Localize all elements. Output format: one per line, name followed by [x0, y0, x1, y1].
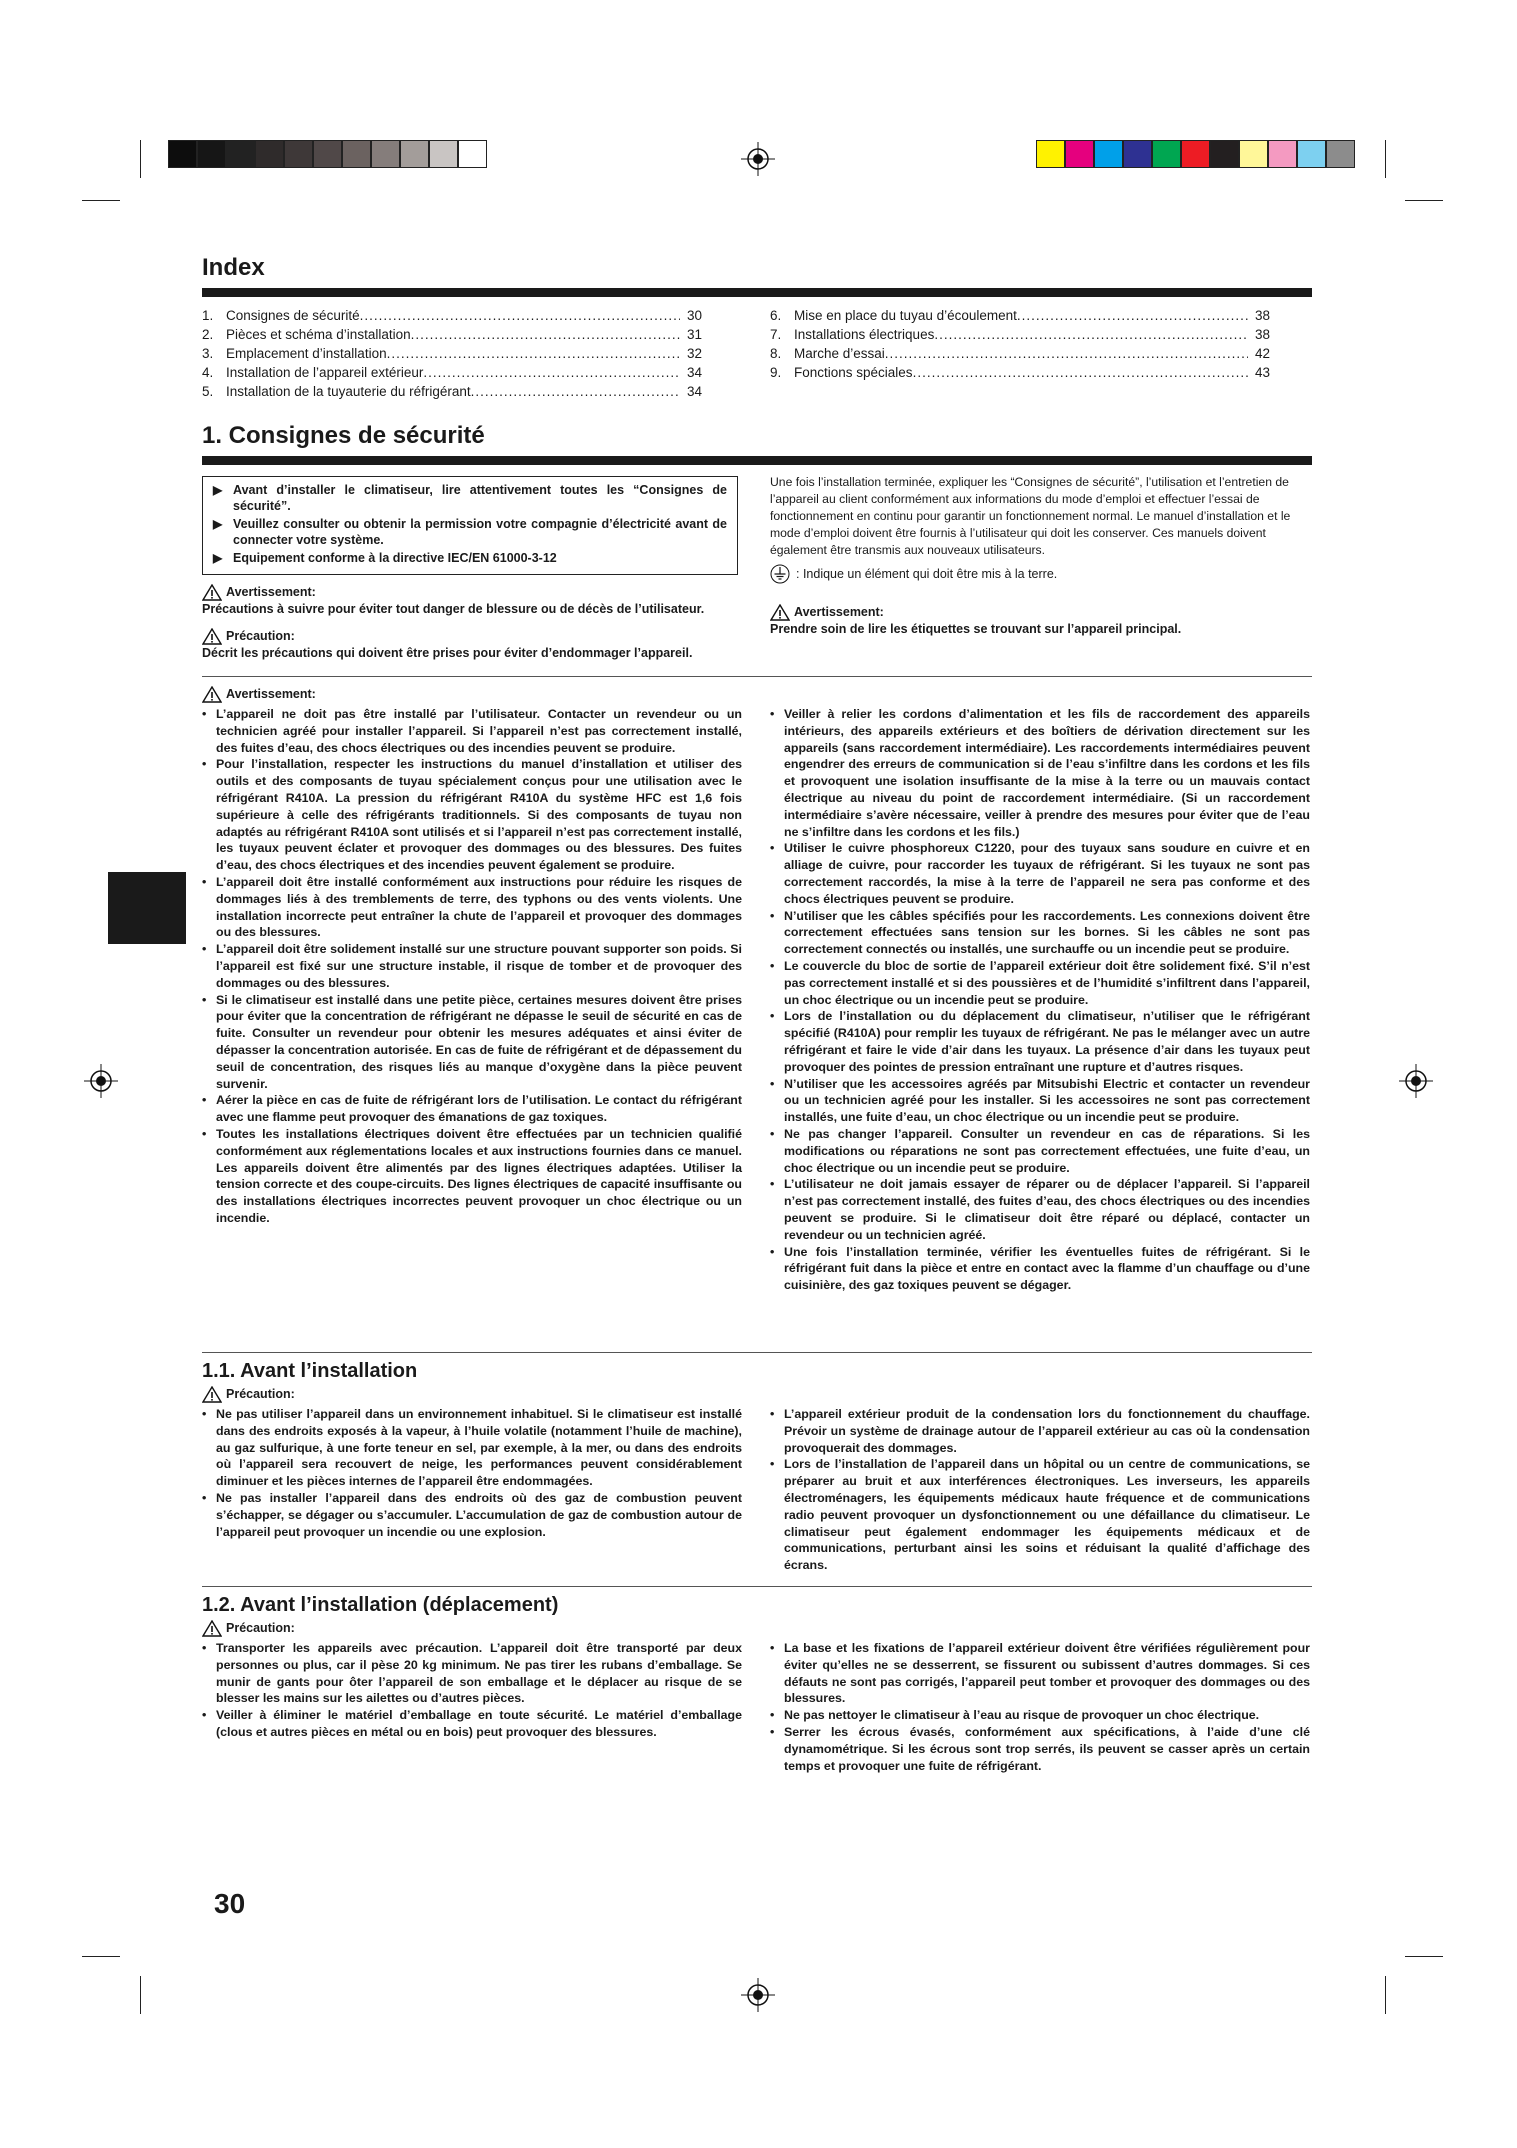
color-swatch [284, 140, 313, 168]
caution-heading: Précaution: [202, 1386, 295, 1403]
color-swatch [371, 140, 400, 168]
toc-page: 34 [686, 365, 702, 380]
bullet-icon: • [202, 1126, 207, 1141]
toc-number: 5. [202, 384, 214, 399]
notice-item: ▶ Avant d’installer le climatiseur, lire attentivement toutes les “Consignes de sécurité”. [213, 483, 727, 513]
divider [202, 676, 1312, 677]
bullet-item: • Pour l’installation, respecter les instructions du manuel d’installation et utiliser des outils et des composants de tuyau spécialement conçus pour une utilisation avec le réfrigérant R410A. La pression du réfrigérant R410A du système HFC est 1,6 fois supérieure à celle des réfrigérants traditionnels. Si des composants de tuyau non adaptés au réfrigérant R410A sont utilisés et si l’appareil n’est pas correctement installé, les tuyaux peuvent éclater et provoquer des dommages ou des blessures. Des fuites d’eau, des chocs électriques et des incendies peuvent également se produire. [202, 757, 742, 873]
triangle-right-icon: ▶ [213, 551, 223, 565]
bullet-icon: • [770, 1177, 775, 1192]
bullet-icon: • [770, 1009, 775, 1024]
bullet-item: • N’utiliser que les câbles spécifiés pour les raccordements. Les connexions doivent être correctement effectuées sans tension sur les bornes. Si les câbles ne sont pas correctement connectés ou installés, une surchauffe ou un incendie peut se produire. [770, 908, 1310, 957]
bullet-icon: • [202, 1708, 207, 1723]
intro-paragraph: Une fois l’installation terminée, expliquer les “Consignes de sécurité”, l’utilisation et l’entretien de l’appareil au client conformément aux informations du mode d’emploi et effectuer l’essai de fonctionnement en continu pour garantir un fonctionnement normal. Le manuel d’installation et le mode d’emploi doivent être fournis à l’utilisateur qui doit les conserver. Ces manuels doivent également être transmis aux nouveaux utilisateurs. [770, 475, 1291, 557]
toc-entry[interactable] [202, 325, 702, 344]
toc-leader [471, 382, 680, 401]
bullet-icon: • [770, 1641, 775, 1655]
subsection-title-1-2: 1.2. Avant l’installation (déplacement) [202, 1594, 559, 1616]
bullet-item: • Ne pas changer l’appareil. Consulter un revendeur en cas de réparations. Si les modifications ou réparations ne sont pas correctement effectuées, une fuite d’eau, un choc électrique ou un incendie peut se produire. [770, 1126, 1310, 1175]
bullet-icon: • [202, 874, 207, 889]
color-swatch [313, 140, 342, 168]
crop-mark [1385, 140, 1386, 178]
toc-page: 38 [1254, 308, 1270, 323]
color-swatch [255, 140, 284, 168]
right-warning-description: Prendre soin de lire les étiquettes se trouvant sur l’appareil principal. [770, 622, 1182, 636]
index-rule [202, 288, 1312, 297]
triangle-right-icon: ▶ [213, 517, 223, 531]
toc-label: Emplacement d’installation [226, 346, 387, 361]
right-warning-legend: Avertissement: Prendre soin de lire les étiquettes se trouvant sur l’appareil principal. [770, 604, 1310, 638]
toc-label: Installation de l’appareil extérieur [226, 365, 424, 380]
bullet-icon: • [202, 992, 207, 1007]
warning-triangle-icon [202, 1386, 222, 1403]
warning-description: Précautions à suivre pour éviter tout danger de blessure ou de décès de l’utilisateur. [202, 602, 705, 616]
toc-number: 9. [770, 365, 782, 380]
toc-entry[interactable] [770, 325, 1270, 344]
bullet-item: • Utiliser le cuivre phosphoreux C1220, pour des tuyaux sans soudure en cuivre et en alliage de cuivre, pour raccorder les tuyaux de réfrigérant. Si les tuyaux ne sont pas correctement raccordés, la mise à la terre de l’appareil ne sera pas conforme et des chocs électriques peuvent se produire. [770, 841, 1310, 906]
bullet-icon: • [770, 958, 775, 973]
bullet-item: • Lors de l’installation ou du déplacement du climatiseur, n’utiliser que le réfrigérant spécifié (R410A) pour remplir les tuyaux de réfrigérant. Ne pas le mélanger avec un autre réfrigérant et faire le vide d’air dans les tuyaux. La présence d’air dans les tuyaux peut provoquer des pointes de pression entraînant une rupture et d’autres risques. [770, 1009, 1310, 1074]
bullet-icon: • [202, 1641, 207, 1655]
toc-page: 34 [686, 384, 702, 399]
toc-leader [387, 344, 680, 363]
bullet-icon: • [770, 1724, 775, 1739]
color-swatch [1297, 140, 1326, 168]
bullet-icon: • [770, 1407, 775, 1421]
bullet-item: • Transporter les appareils avec précaution. L’appareil doit être transporté par deux personnes ou plus, car il pèse 20 kg minimum. Ne pas tirer les rubans d’emballage. Se munir de gants pour ôter l’appareil de son emballage et le déplacer au risque de se blesser les mains sur les ailettes ou d’autres pièces. [202, 1641, 742, 1706]
bullet-item: • L’appareil doit être installé conformément aux instructions pour réduire les risques de dommages liés à des tremblements de terre, des typhons ou des vents violents. Une installation incorrecte peut entraîner la chute de l’appareil et provoquer des dommages ou des blessures. [202, 874, 742, 940]
toc-leader [913, 363, 1248, 382]
warning-legend: Avertissement: Précautions à suivre pour éviter tout danger de blessure ou de décès de l’utilisateur. [202, 584, 742, 618]
color-swatch [168, 140, 197, 168]
notice-item: ▶ Equipement conforme à la directive IEC/EN 61000-3-12 [213, 551, 557, 565]
bullet-icon: • [202, 1490, 207, 1505]
color-swatch [1210, 140, 1239, 168]
color-swatch [342, 140, 371, 168]
bullet-icon: • [770, 841, 775, 856]
toc-left-column [202, 306, 702, 401]
toc-number: 3. [202, 346, 214, 361]
triangle-right-icon: ▶ [213, 483, 223, 497]
registration-mark-icon [1399, 1064, 1433, 1098]
toc-leader [423, 363, 680, 382]
color-swatch [1036, 140, 1065, 168]
bullet-icon: • [770, 1076, 775, 1091]
bullet-item: • Veiller à relier les cordons d’alimentation et les fils de raccordement des appareils intérieurs, des appareils extérieurs et des boîtiers de dérivation directement sur les appareils (sans raccordement intermédiaire). Les raccordements intermédiaires peuvent engendrer des erreurs de communication si de l’eau s’infiltre dans les cordons et les fils et provoquent une isolation insuffisante de la mise à la terre ou un mauvais contact électrique au niveau du point de raccordement intermédiaire. (Si un raccordement intermédiaire s’avère nécessaire, veiller à prendre des mesures pour éviter que de l’eau ne s’infiltre dans les cordons et les fils.) [770, 707, 1310, 839]
bullet-item: • Ne pas nettoyer le climatiseur à l’eau au risque de provoquer un choc électrique. [770, 1708, 1260, 1723]
bullet-icon: • [202, 1407, 207, 1421]
page-number: 30 [214, 1888, 246, 1919]
color-swatch [1065, 140, 1094, 168]
section-title: 1. Consignes de sécurité [202, 422, 485, 449]
bullet-item: • Ne pas utiliser l’appareil dans un environnement inhabituel. Si le climatiseur est installé dans des endroits exposés à la vapeur, à l’huile volatile (notamment l’huile de machine), au gaz sulfurique, à une forte teneur en sel, par exemple, à la mer, ou dans des endroits où l’appareil sera recouvert de neige, les performances peuvent considérablement diminuer et les pièces internes de l’appareil être endommagées. [202, 1407, 742, 1489]
crop-mark [1385, 1976, 1386, 2014]
bullet-item: • Ne pas installer l’appareil dans des endroits où des gaz de combustion peuvent s’échapper, se dégager ou s’accumuler. L’accumulation de gaz de combustion autour de l’appareil peut provoquer un incendie ou une explosion. [202, 1490, 742, 1539]
toc-entry[interactable] [202, 363, 702, 382]
toc-entry[interactable] [770, 306, 1270, 325]
warning-triangle-icon [202, 584, 222, 601]
toc-leader [934, 325, 1248, 344]
warning-list-right [770, 706, 1310, 1294]
earth-note: : Indique un élément qui doit être mis à la terre. [770, 564, 1310, 584]
toc-leader [360, 306, 680, 325]
toc-label: Installation de la tuyauterie du réfrigérant [226, 384, 471, 399]
color-swatch [1268, 140, 1297, 168]
bullet-icon: • [770, 1708, 775, 1723]
chapter-tab [108, 872, 186, 944]
caution-list-left [202, 1406, 742, 1540]
grayscale-color-bar [168, 140, 487, 168]
caution-list-right [770, 1406, 1310, 1574]
warning-triangle-icon [202, 1620, 222, 1637]
registration-mark-icon [84, 1064, 118, 1098]
bullet-item: • L’utilisateur ne doit jamais essayer de réparer ou de déplacer l’appareil. Si l’appareil n’est pas correctement installé, des fuites d’eau, des chocs électriques ou des incendies peuvent se produire. Si le climatiseur doit être réparé ou déplacé, contacter un revendeur ou un technicien agréé. [770, 1177, 1310, 1242]
warning-list-left [202, 706, 742, 1227]
toc-number: 4. [202, 365, 214, 380]
toc-number: 6. [770, 308, 782, 323]
crop-mark [140, 140, 141, 178]
color-swatch [429, 140, 458, 168]
bullet-icon: • [770, 908, 775, 923]
bullet-icon: • [202, 757, 207, 772]
toc-label: Consignes de sécurité [226, 308, 360, 323]
registration-mark-icon [741, 1978, 775, 2012]
bullet-icon: • [202, 707, 207, 721]
bullet-item: • N’utiliser que les accessoires agréés par Mitsubishi Electric et contacter un revendeur ou un technicien agréé pour les installer. Si les accessoires ne sont pas correctement installés, une fuite d’eau, un choc électrique ou un incendie peut se produire. [770, 1076, 1310, 1125]
crop-mark [140, 1976, 141, 2014]
color-swatch [197, 140, 226, 168]
toc-label: Mise en place du tuyau d’écoulement [794, 308, 1017, 323]
crop-mark [82, 1956, 120, 1957]
bullet-icon: • [202, 1093, 207, 1108]
safety-notice-box [202, 476, 738, 575]
bullet-item: • Aérer la pièce en cas de fuite de réfrigérant lors de l’utilisation. Le contact du réfrigérant avec une flamme peut provoquer des émanations de gaz toxiques. [202, 1093, 742, 1125]
toc-label: Installations électriques [794, 327, 935, 342]
subsection-title-1-1: 1.1. Avant l’installation [202, 1360, 418, 1382]
toc-entry[interactable] [202, 382, 702, 401]
registration-mark-icon [741, 142, 775, 176]
color-swatch [1326, 140, 1355, 168]
bullet-item: • Une fois l’installation terminée, vérifier les éventuelles fuites de réfrigérant. Si le réfrigérant fuit dans la pièce et entre en contact avec la flamme d’un chauffage ou d’une cuisinière, des gaz toxiques peuvent se dégager. [770, 1244, 1310, 1293]
color-swatch [1123, 140, 1152, 168]
divider [202, 1352, 1312, 1353]
toc-label: Pièces et schéma d’installation [226, 327, 411, 342]
toc-page: 43 [1254, 365, 1270, 380]
toc-leader [1017, 306, 1248, 325]
toc-entry[interactable] [770, 344, 1270, 363]
toc-number: 7. [770, 327, 782, 342]
color-swatch [1094, 140, 1123, 168]
toc-number: 1. [202, 308, 214, 323]
bullet-icon: • [770, 707, 775, 721]
toc-page: 31 [686, 327, 702, 342]
toc-right-column [770, 306, 1270, 382]
color-swatch [1152, 140, 1181, 168]
color-swatch [226, 140, 255, 168]
bullet-item: • L’appareil extérieur produit de la condensation lors du fonctionnement du chauffage. Prévoir un système de drainage autour de l’appareil extérieur au cas où la condensation provoquerait des dommages. [770, 1407, 1310, 1455]
toc-label: Fonctions spéciales [794, 365, 913, 380]
bullet-item: • L’appareil doit être solidement installé sur une structure pouvant supporter son poids. Si l’appareil est fixé sur une structure instable, il risque de tomber et de provoquer des dommages ou des blessures. [202, 942, 742, 990]
color-swatch [1239, 140, 1268, 168]
toc-page: 30 [686, 308, 702, 323]
crop-mark [82, 200, 120, 201]
toc-page: 38 [1254, 327, 1270, 342]
bullet-item: • Si le climatiseur est installé dans une petite pièce, certaines mesures doivent être prises pour éviter que la concentration de réfrigérant ne dépasse le seuil de sécurité en cas de fuite. Consulter un revendeur pour obtenir les mesures adéquates et ainsi éviter de dépasser la concentration autorisée. En cas de fuite de réfrigérant et de dépassement du seuil de concentration, des risques liés au manque d’oxygène dans la pièce peuvent survenir. [202, 992, 742, 1091]
toc-page: 42 [1254, 346, 1270, 361]
process-color-bar [1036, 140, 1355, 168]
color-swatch [458, 140, 487, 168]
toc-entry[interactable] [770, 363, 1270, 382]
toc-page: 32 [686, 346, 702, 361]
caution-heading: Précaution: [202, 1620, 295, 1637]
toc-entry[interactable] [202, 306, 702, 325]
crop-mark [1405, 1956, 1443, 1957]
caution-list-right [770, 1640, 1310, 1774]
section-rule [202, 456, 1312, 465]
bullet-icon: • [770, 1457, 775, 1472]
warning-triangle-icon [202, 686, 222, 703]
bullet-item: • Le couvercle du bloc de sortie de l’appareil extérieur doit être solidement fixé. S’il n’est pas correctement installé et si des poussières et de l’humidité s’infiltrent dans l’appareil, un choc électrique ou un incendie peut se produire. [770, 958, 1310, 1007]
toc-entry[interactable] [202, 344, 702, 363]
bullet-item: • Lors de l’installation de l’appareil dans un hôpital ou un centre de communications, se préparer au bruit et aux interférences électroniques. Les inverseurs, les appareils électroménagers, les équipements médicaux haute fréquence et de communications radio peuvent provoquer un dysfonctionnement ou une défaillance du climatiseur. Le climatiseur peut également endommager les équipements médicaux et de communications, perturbant ainsi les soins et réduisant la qualité d’affichage des écrans. [770, 1457, 1310, 1573]
bullet-icon: • [202, 942, 207, 957]
toc-leader [885, 344, 1248, 363]
divider [202, 1586, 1312, 1587]
bullet-icon: • [770, 1244, 775, 1259]
main-warning-heading: Avertissement: [202, 686, 316, 703]
caution-list-left [202, 1640, 742, 1741]
toc-number: 8. [770, 346, 782, 361]
toc-leader [411, 325, 680, 344]
toc-label: Marche d’essai [794, 346, 885, 361]
color-swatch [1181, 140, 1210, 168]
bullet-item: • Veiller à éliminer le matériel d’emballage en toute sécurité. Le matériel d’emballage (clous et autres pièces en métal ou en bois) peut provoquer des blessures. [202, 1708, 742, 1739]
warning-triangle-icon [770, 604, 790, 621]
bullet-icon: • [770, 1126, 775, 1141]
crop-mark [1405, 200, 1443, 201]
warning-triangle-icon [202, 628, 222, 645]
earth-ground-icon [770, 564, 790, 584]
bullet-item: • La base et les fixations de l’appareil extérieur doivent être vérifiées régulièrement pour éviter qu’elles ne se desserrent, se fissurent ou subissent d’autres dommages. Si ces défauts ne sont pas corrigés, l’appareil peut tomber et provoquer des dommages ou des blessures. [770, 1641, 1310, 1706]
caution-legend: Précaution: Décrit les précautions qui doivent être prises pour éviter d’endommager l’appareil. [202, 628, 742, 662]
bullet-item: • L’appareil ne doit pas être installé par l’utilisateur. Contacter un revendeur ou un technicien agréé pour installer l’appareil. Si l’appareil n’est pas correctement installé, des fuites d’eau, des chocs électriques ou des incendies peuvent se produire. [202, 707, 742, 755]
caution-description: Décrit les précautions qui doivent être prises pour éviter d’endommager l’appareil. [202, 646, 693, 660]
index-title: Index [202, 254, 265, 281]
color-swatch [400, 140, 429, 168]
bullet-item: • Toutes les installations électriques doivent être effectuées par un technicien qualifié conformément aux réglementations locales et aux instructions fournies dans ce manuel. Les appareils doivent être alimentés par des lignes électriques adaptées. Utiliser la tension correcte et des coupe-circuits. Des lignes électriques de capacité insuffisante ou des installations électriques incorrectes peuvent provoquer un choc électrique ou un incendie. [202, 1126, 742, 1225]
bullet-item: • Serrer les écrous évasés, conformément aux spécifications, à l’aide d’une clé dynamométrique. Si les écrous sont trop serrés, ils peuvent se casser après un certain temps et provoquer une fuite de réfrigérant. [770, 1724, 1310, 1773]
toc-number: 2. [202, 327, 214, 342]
notice-item: ▶ Veuillez consulter ou obtenir la permission votre compagnie d’électricité avant de connecter votre système. [213, 517, 727, 547]
